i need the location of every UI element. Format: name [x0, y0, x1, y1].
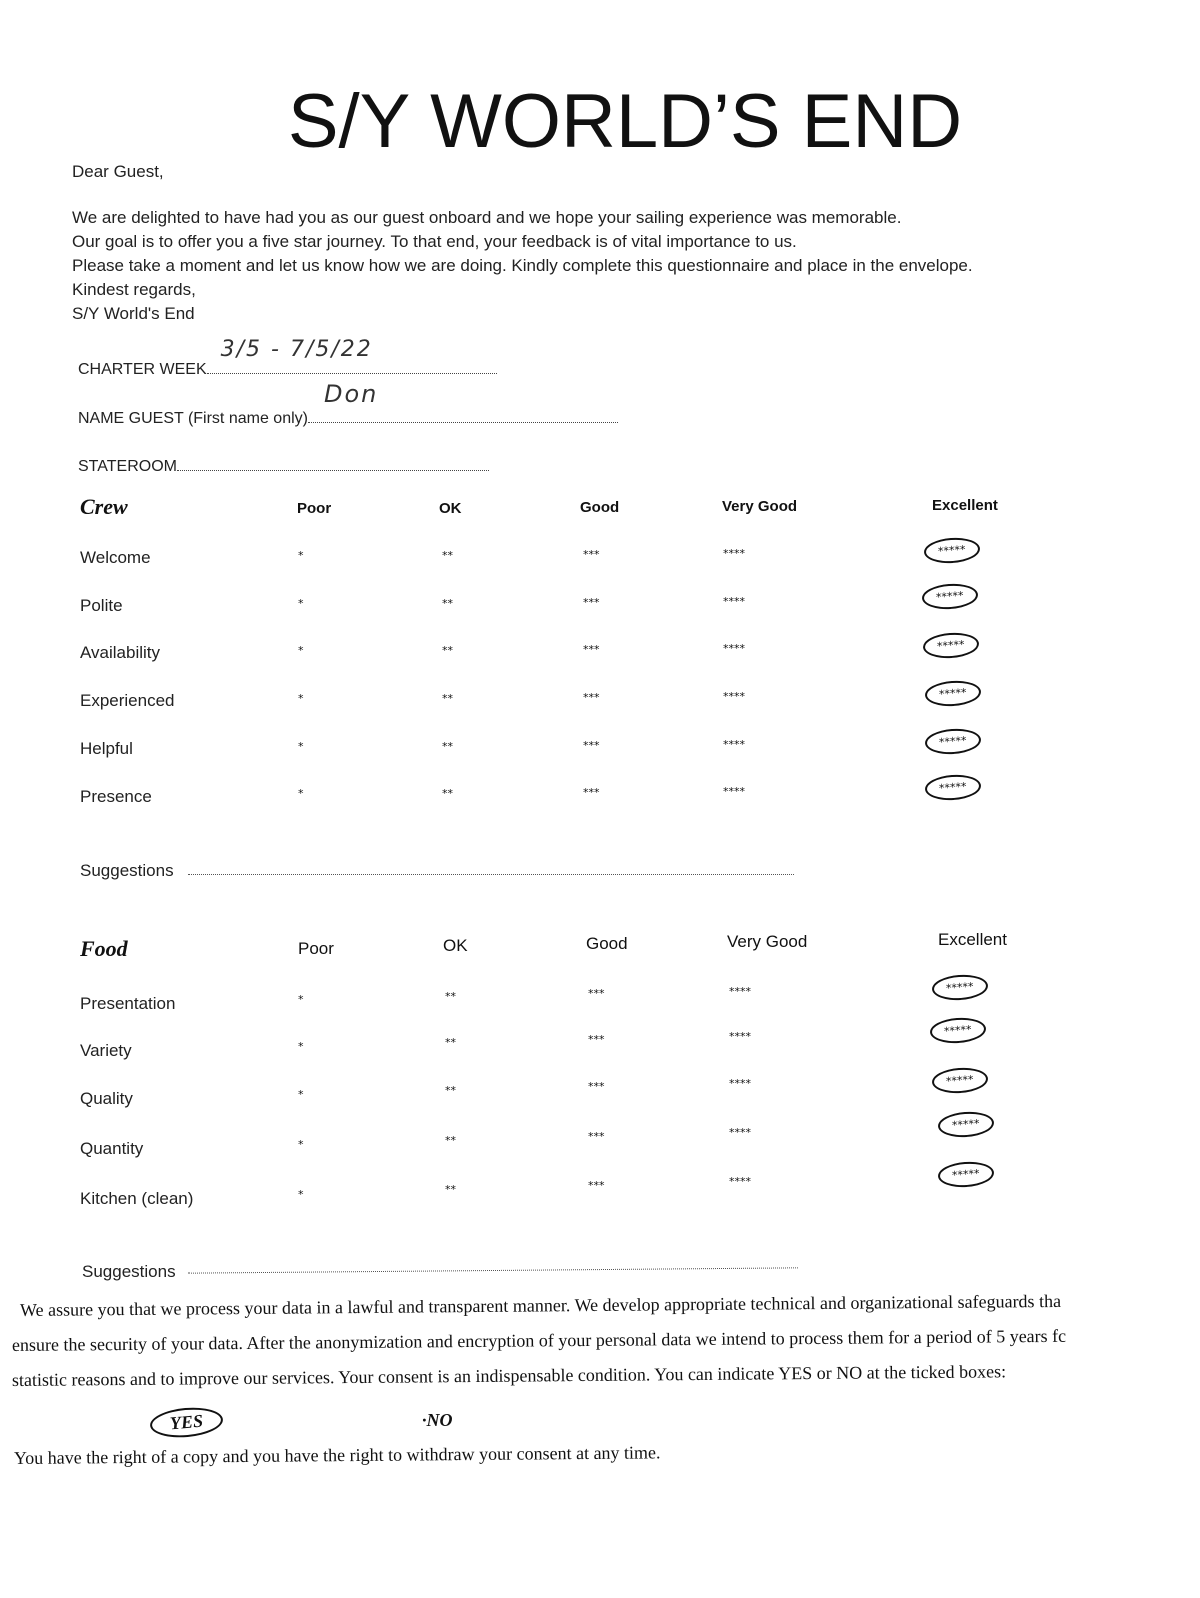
- stateroom-input[interactable]: [177, 452, 489, 471]
- charter-week-field: [78, 337, 497, 379]
- rating-poor[interactable]: *: [298, 1138, 304, 1151]
- rating-ok[interactable]: **: [445, 1183, 456, 1196]
- rating-ok[interactable]: **: [445, 1036, 456, 1049]
- name-guest-value: Don: [323, 380, 379, 408]
- charter-week-input[interactable]: [207, 337, 497, 374]
- letter: [72, 160, 973, 326]
- food-section-title: Food: [80, 936, 128, 961]
- rating-poor[interactable]: *: [298, 993, 304, 1006]
- crew-col-excellent: Excellent: [932, 497, 998, 514]
- rating-poor[interactable]: *: [298, 644, 304, 657]
- rating-good[interactable]: ***: [583, 548, 600, 561]
- food-suggestions-label: Suggestions: [82, 1262, 176, 1281]
- rating-excellent-selected[interactable]: *****: [921, 582, 978, 611]
- rating-poor[interactable]: *: [298, 787, 304, 800]
- consent-line-1: We assure you that we process your data in a lawful and transparent manner. We develop appropriate technical and organizational safeguards tha: [19, 1290, 1062, 1320]
- food-row-label: Quantity: [80, 1139, 144, 1158]
- rating-good[interactable]: ***: [588, 1080, 605, 1093]
- rating-ok[interactable]: **: [442, 549, 453, 562]
- consent-line-3: statistic reasons and to improve our services. Your consent is an indispensable condition. You can indicate YES or NO at the ticked boxes:: [11, 1361, 1007, 1390]
- rating-good[interactable]: ***: [588, 987, 605, 1000]
- rating-poor[interactable]: *: [298, 549, 304, 562]
- rating-excellent-selected[interactable]: *****: [929, 1016, 986, 1045]
- rating-ok[interactable]: **: [442, 597, 453, 610]
- rating-poor[interactable]: *: [298, 692, 304, 705]
- food-col-good: Good: [586, 934, 628, 953]
- name-guest-input[interactable]: [308, 380, 618, 423]
- food-row-label: Quality: [80, 1089, 133, 1108]
- rating-very-good[interactable]: ****: [723, 595, 745, 608]
- crew-suggestions-input[interactable]: [188, 874, 794, 875]
- rating-good[interactable]: ***: [583, 786, 600, 799]
- rating-good[interactable]: ***: [588, 1179, 605, 1192]
- rating-ok[interactable]: **: [442, 787, 453, 800]
- rating-ok[interactable]: **: [445, 1134, 456, 1147]
- rating-good[interactable]: ***: [583, 691, 600, 704]
- crew-row-label: Polite: [80, 596, 123, 615]
- rating-excellent-selected[interactable]: *****: [924, 727, 981, 756]
- charter-week-label: CHARTER WEEK: [78, 361, 207, 378]
- rating-very-good[interactable]: ****: [729, 1126, 751, 1139]
- rating-very-good[interactable]: ****: [729, 1077, 751, 1090]
- rating-good[interactable]: ***: [588, 1130, 605, 1143]
- rating-excellent-selected[interactable]: *****: [924, 679, 981, 708]
- food-col-very-good: Very Good: [727, 932, 808, 951]
- food-col-poor: Poor: [298, 939, 334, 958]
- rating-excellent-selected[interactable]: *****: [931, 1066, 988, 1095]
- stateroom-field: [78, 452, 489, 476]
- charter-week-value: 3/5 - 7/5/22: [220, 337, 373, 362]
- rating-excellent-selected[interactable]: *****: [922, 631, 979, 660]
- rating-very-good[interactable]: ****: [729, 1175, 751, 1188]
- rating-ok[interactable]: **: [442, 740, 453, 753]
- crew-col-poor: Poor: [297, 500, 332, 517]
- crew-row-label: Presence: [80, 787, 152, 806]
- rating-poor[interactable]: *: [298, 740, 304, 753]
- rating-good[interactable]: ***: [583, 596, 600, 609]
- name-guest-label: NAME GUEST (First name only): [78, 410, 308, 427]
- rating-very-good[interactable]: ****: [723, 738, 745, 751]
- crew-col-ok: OK: [439, 500, 462, 517]
- rating-poor[interactable]: *: [298, 597, 304, 610]
- rating-very-good[interactable]: ****: [723, 642, 745, 655]
- consent-footer: You have the right of a copy and you have the right to withdraw your consent at any time.: [13, 1442, 661, 1468]
- food-col-excellent: Excellent: [938, 930, 1007, 949]
- rating-very-good[interactable]: ****: [729, 1030, 751, 1043]
- document-title: S/Y WORLD’S END: [287, 79, 963, 164]
- rating-excellent-selected[interactable]: *****: [931, 973, 988, 1002]
- crew-row-label: Availability: [80, 643, 161, 662]
- rating-ok[interactable]: **: [445, 1084, 456, 1097]
- letter-signature: S/Y World's End: [72, 304, 195, 323]
- rating-very-good[interactable]: ****: [723, 785, 745, 798]
- letter-closing: Kindest regards,: [72, 280, 196, 299]
- crew-col-good: Good: [580, 499, 620, 516]
- salutation: Dear Guest,: [72, 162, 164, 181]
- food-col-ok: OK: [443, 936, 468, 955]
- rating-poor[interactable]: *: [298, 1188, 304, 1201]
- crew-row-label: Experienced: [80, 691, 175, 710]
- letter-line-1: We are delighted to have had you as our guest onboard and we hope your sailing experience was memorable.: [72, 208, 902, 227]
- crew-row-label: Helpful: [80, 739, 133, 758]
- rating-ok[interactable]: **: [442, 644, 453, 657]
- rating-very-good[interactable]: ****: [729, 985, 751, 998]
- rating-very-good[interactable]: ****: [723, 690, 745, 703]
- stateroom-label: STATEROOM: [78, 458, 177, 475]
- rating-good[interactable]: ***: [583, 739, 600, 752]
- rating-poor[interactable]: *: [298, 1088, 304, 1101]
- crew-section-title: Crew: [80, 494, 128, 519]
- rating-ok[interactable]: **: [445, 990, 456, 1003]
- rating-poor[interactable]: *: [298, 1040, 304, 1053]
- food-row-label: Presentation: [80, 994, 176, 1013]
- letter-line-2: Our goal is to offer you a five star journey. To that end, your feedback is of vital importance to us.: [72, 232, 797, 251]
- rating-excellent-selected[interactable]: *****: [923, 536, 980, 565]
- crew-row-label: Welcome: [80, 548, 151, 567]
- rating-ok[interactable]: **: [442, 692, 453, 705]
- rating-good[interactable]: ***: [583, 643, 600, 656]
- rating-very-good[interactable]: ****: [723, 547, 745, 560]
- consent-no-option[interactable]: ·NO: [422, 1410, 453, 1430]
- consent-line-2: ensure the security of your data. After the anonymization and encryption of your personal data we intend to process them for a period of 5 years fc: [11, 1325, 1067, 1355]
- rating-excellent-selected[interactable]: *****: [937, 1110, 994, 1139]
- rating-excellent-selected[interactable]: *****: [937, 1160, 994, 1189]
- rating-excellent-selected[interactable]: *****: [924, 773, 981, 802]
- food-suggestions-input[interactable]: [188, 1267, 798, 1273]
- food-row-label: Variety: [80, 1041, 132, 1060]
- name-guest-field: [78, 380, 618, 428]
- letter-line-3: Please take a moment and let us know how we are doing. Kindly complete this questionnaire and place in the envelope.: [72, 256, 973, 275]
- crew-col-very-good: Very Good: [722, 498, 798, 515]
- food-row-label: Kitchen (clean): [80, 1189, 194, 1208]
- crew-suggestions-label: Suggestions: [80, 861, 174, 880]
- rating-good[interactable]: ***: [588, 1033, 605, 1046]
- consent-yes-option[interactable]: YES: [149, 1405, 224, 1440]
